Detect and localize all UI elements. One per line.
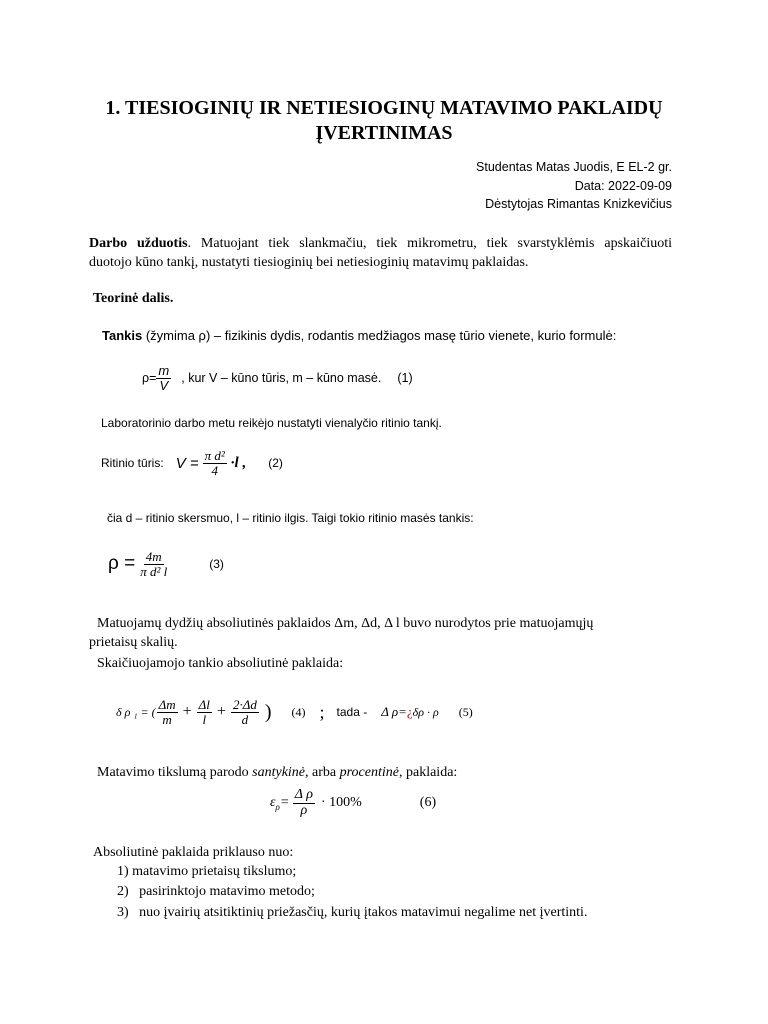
formula-then-text: tada - [336,705,368,720]
formula-3-lhs: ρ = [108,553,136,575]
calc-error-text: Skaičiuojamojo tankio absoliutinė paklaida: [97,656,344,671]
formula-6-fraction [293,788,315,818]
formula-4-term-2 [197,698,212,726]
formula-6-denominator: ρ [300,802,308,818]
formula-4-term-3 [231,698,259,726]
formula-1-numerator: m [158,363,170,378]
formula-5-number: (5) [458,704,473,719]
formula-1-number: (1) [397,371,413,386]
accuracy-text [97,765,457,781]
title-line-2: ĮVERTINIMAS [315,122,453,144]
formula-6-subscript: ρ [275,802,280,813]
teacher-line: Dėstytojas Rimantas Knizkevičius [485,197,672,211]
formula-3 [108,550,224,578]
formula-3-number: (3) [209,557,224,572]
formula-5-rhs: δρ · ρ [412,704,439,719]
formula-4-term-1 [157,698,178,726]
abs-errors-line-1: Matuojamų dydžių absoliutinės paklaidos Δm, Δd, Δ l buvo nurodytos prie matuojamųjų [97,616,594,631]
student-line: Studentas Matas Juodis, E EL-2 gr. [476,160,672,174]
task-line-1: . Matuojant tiek slankmačiu, tiek mikrometru, tiek svarstyklėmis apskaičiuoti [187,236,673,251]
theory-heading: Teorinė dalis. [93,291,174,306]
formula-1-fraction [156,364,171,392]
formula-1-denominator: V [159,377,169,393]
formula-2-denominator: 4 [211,462,218,478]
formula-6 [270,788,436,818]
formula-3-numerator: 4m [145,549,162,564]
task-label: Darbo užduotis [89,236,188,251]
date-line: Data: 2022-09-09 [574,179,672,193]
formula-6-lhs: ε [270,795,276,811]
formula-6-equals: = [280,795,289,811]
formula-4-term-3-num: 2·Δd [232,697,257,712]
formula-separator: ; [319,701,325,722]
formula-4-term-1-num: Δm [158,697,176,712]
lab-text: Laboratorinio darbo metu reikėjo nustatyti vienalyčio ritinio tankį. [101,416,442,430]
formula-4-term-2-den: l [202,711,207,727]
accuracy-text-post: , paklaida: [398,765,458,780]
depends-item: 2) pasirinktojo matavimo metodo; [117,884,315,899]
formula-6-numerator: Δ ρ [294,787,313,802]
formula-4 [116,698,473,726]
formula-2-tail: ·l , [230,454,247,471]
title-line-1: 1. TIESIOGINIŲ IR NETIESIOGINŲ MATAVIMO PAKLAIDŲ [105,97,663,119]
formula-4-close-paren: ) [264,700,272,723]
formula-5-lhs: Δ ρ= [381,704,407,720]
formula-2-numerator: π d² [204,448,225,463]
formula-4-term-2-num: Δl [198,697,210,712]
density-definition [102,328,616,343]
formula-3-denominator: π d² l [140,563,168,579]
formula-2-number: (2) [268,456,283,471]
task-line-2: duotojo kūno tankį, nustatyti tiesioginių bei netiesioginių matavimų paklaidas. [89,255,529,270]
formula-2-lhs: V = [175,454,199,472]
accuracy-text-mid: , arba [305,765,340,780]
formula-2-label: Ritinio tūris: [101,456,164,471]
accuracy-text-pre: Matavimo tikslumą parodo [97,765,253,780]
formula-1 [142,364,413,392]
density-term: Tankis [102,328,143,343]
formula-1-text: , kur V – kūno tūris, m – kūno masė. [181,371,382,386]
formula-4-plus-2: + [216,703,226,721]
formula-3-fraction [138,550,169,578]
formula-4-term-1-den: m [162,711,172,727]
formula-4-lhs: δ ρ ₁ = ( [116,704,156,719]
formula-4-term-3-den: d [241,711,249,727]
depends-item: 3) nuo įvairių atsitiktinių priežasčių, kurių įtakos matavimui negalime net įvertinti. [117,905,588,920]
page-title [0,96,768,146]
formula-1-lhs: ρ= [142,371,157,386]
task-paragraph [89,234,672,272]
abs-errors-line-2: prietaisų skalių. [89,635,178,650]
depends-intro: Absoliutinė paklaida priklauso nuo: [93,845,294,860]
formula-4-plus-1: + [182,703,192,721]
formula-6-tail: · 100% [320,795,362,811]
formula-6-number: (6) [419,795,437,811]
formula-5-placeholder: ¿ [406,704,413,720]
formula-2-fraction [203,449,227,477]
depends-item: 1) matavimo prietaisų tikslumo; [117,864,297,879]
accuracy-percent-word: procentinė [339,765,399,780]
formula-4-number: (4) [291,704,306,719]
density-definition-text: (žymima ρ) – fizikinis dydis, rodantis medžiagos masę tūrio vienete, kurio formulė: [142,328,617,343]
accuracy-relative-word: santykinė [252,765,306,780]
formula-2 [101,449,283,477]
where-text: čia d – ritinio skersmuo, l – ritinio ilgis. Taigi tokio ritinio masės tankis: [107,511,474,525]
